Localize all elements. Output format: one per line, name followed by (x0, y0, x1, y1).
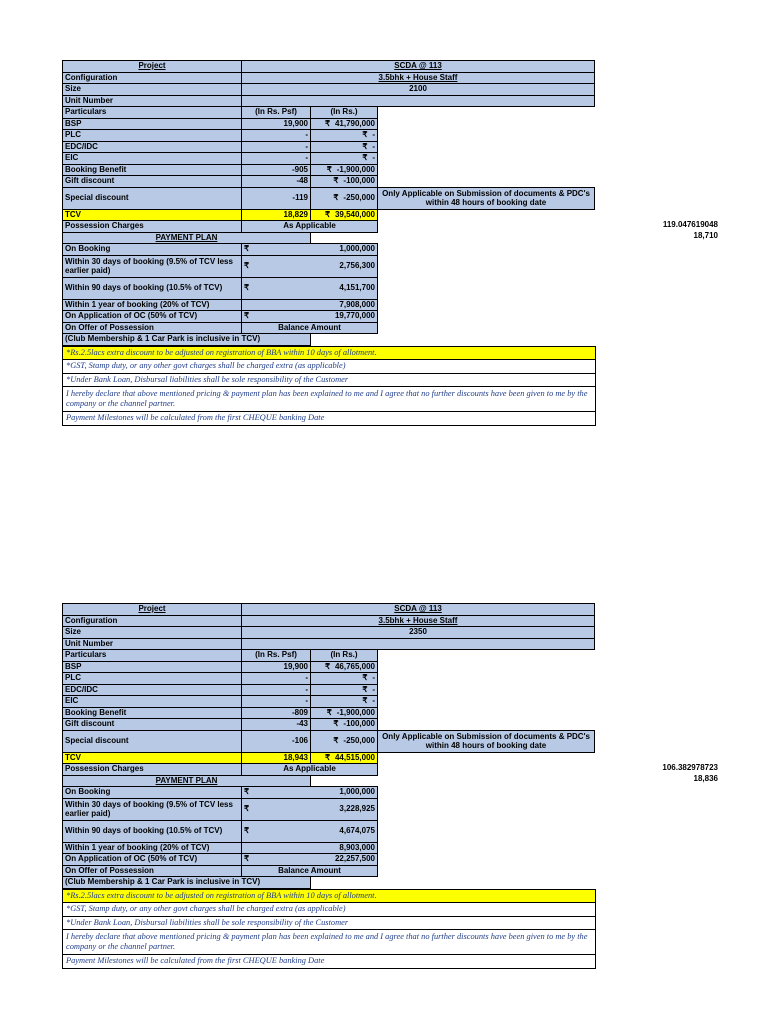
note-gst: *GST, Stamp duty, or any other govt charges shall be charged extra (as applicable) (63, 902, 595, 916)
side-figures-1 (608, 219, 718, 241)
cost-sheet-table (62, 60, 595, 346)
on-booking-label: On Booking (63, 787, 242, 799)
rupee-icon: ₹ (244, 260, 250, 270)
particulars-label: Particulars (63, 650, 242, 662)
within-30-amount: ₹ 3,228,925 (242, 798, 378, 820)
club-note: (Club Membership & 1 Car Park is inclusive in TCV) (63, 877, 311, 889)
cost-sheet (62, 603, 594, 969)
tcv-psf: 18,829 (242, 209, 311, 221)
payment-plan-heading: PAYMENT PLAN (63, 775, 311, 787)
side-figures-2 (608, 762, 718, 784)
edc-psf: - (242, 684, 311, 696)
col-psf-header: (In Rs. Psf) (242, 650, 311, 662)
bsp-rs: ₹ 46,765,000 (311, 661, 378, 673)
within-90-amount: ₹ 4,151,700 (242, 277, 378, 299)
rupee-icon: ₹ (324, 118, 331, 128)
possession-charges-label: Possession Charges (63, 764, 242, 776)
edc-label: EDC/IDC (63, 141, 242, 153)
within-90-label: Within 90 days of booking (10.5% of TCV) (63, 820, 242, 842)
bsp-rs: ₹ 41,790,000 (311, 118, 378, 130)
tcv-label: TCV (63, 752, 242, 764)
rupee-icon: ₹ (244, 244, 250, 253)
cost-sheet-table (62, 603, 595, 889)
col-rs-header: (In Rs.) (311, 650, 378, 662)
on-booking-amount: ₹ 1,000,000 (242, 244, 378, 256)
col-rs-header: (In Rs.) (311, 107, 378, 119)
project-value: SCDA @ 113 (242, 61, 595, 73)
on-oc-label: On Application of OC (50% of TCV) (63, 311, 242, 323)
edc-label: EDC/IDC (63, 684, 242, 696)
bsp-psf: 19,900 (242, 661, 311, 673)
rupee-icon: ₹ (244, 803, 250, 813)
within-1yr-amount: 7,908,000 (242, 299, 378, 311)
special-discount-label: Special discount (63, 730, 242, 752)
on-oc-amount: ₹ 19,770,000 (242, 311, 378, 323)
on-possession-label: On Offer of Possession (63, 322, 242, 334)
bsp-label: BSP (63, 118, 242, 130)
eic-rs: ₹ - (311, 696, 378, 708)
rupee-icon: ₹ (326, 707, 332, 717)
rupee-icon: ₹ (362, 696, 368, 705)
gift-discount-label: Gift discount (63, 176, 242, 188)
on-booking-amount: ₹ 1,000,000 (242, 787, 378, 799)
bsp-psf: 19,900 (242, 118, 311, 130)
note-declaration: I hereby declare that above mentioned pricing & payment plan has been explained to me and I agree that no further discounts have been given to me by the company or the channel partner. (63, 929, 595, 954)
unit-number-value (242, 638, 595, 650)
within-1yr-label: Within 1 year of booking (20% of TCV) (63, 842, 242, 854)
booking-benefit-label: Booking Benefit (63, 707, 242, 719)
within-1yr-amount: 8,903,000 (242, 842, 378, 854)
edc-rs: ₹ - (311, 684, 378, 696)
on-booking-label: On Booking (63, 244, 242, 256)
unit-number-label: Unit Number (63, 638, 242, 650)
special-discount-label: Special discount (63, 187, 242, 209)
tcv-rs: ₹ 39,540,000 (311, 209, 378, 221)
edc-rs: ₹ - (311, 141, 378, 153)
rupee-icon: ₹ (324, 752, 331, 762)
unit-number-label: Unit Number (63, 95, 242, 107)
rupee-icon: ₹ (333, 719, 339, 728)
gift-discount-psf: -43 (242, 719, 311, 731)
booking-benefit-psf: -905 (242, 164, 311, 176)
eic-psf: - (242, 696, 311, 708)
booking-benefit-psf: -809 (242, 707, 311, 719)
rupee-icon: ₹ (333, 735, 339, 745)
special-discount-psf: -119 (242, 187, 311, 209)
gift-discount-rs: ₹ -100,000 (311, 176, 378, 188)
eic-psf: - (242, 153, 311, 165)
on-possession-amount: Balance Amount (242, 865, 378, 877)
on-possession-amount: Balance Amount (242, 322, 378, 334)
rupee-icon: ₹ (244, 311, 250, 320)
booking-benefit-label: Booking Benefit (63, 164, 242, 176)
within-30-label: Within 30 days of booking (9.5% of TCV less earlier paid) (63, 798, 242, 820)
note-bba-discount: *Rs.2.5lacs extra discount to be adjusted on registration of BBA within 10 days of allotment. (63, 346, 595, 360)
rupee-icon: ₹ (362, 684, 368, 694)
rupee-icon: ₹ (362, 673, 368, 682)
payment-plan-heading: PAYMENT PLAN (63, 232, 311, 244)
project-value: SCDA @ 113 (242, 604, 595, 616)
gift-discount-psf: -48 (242, 176, 311, 188)
plc-label: PLC (63, 673, 242, 685)
within-30-label: Within 30 days of booking (9.5% of TCV less earlier paid) (63, 255, 242, 277)
rupee-icon: ₹ (362, 130, 368, 139)
within-90-amount: ₹ 4,674,075 (242, 820, 378, 842)
on-oc-amount: ₹ 22,257,500 (242, 854, 378, 866)
edc-psf: - (242, 141, 311, 153)
plc-label: PLC (63, 130, 242, 142)
possession-charges-label: Possession Charges (63, 221, 242, 233)
possession-charges-value: As Applicable (242, 764, 378, 776)
tcv-psf: 18,943 (242, 752, 311, 764)
gift-discount-rs: ₹ -100,000 (311, 719, 378, 731)
particulars-label: Particulars (63, 107, 242, 119)
bsp-label: BSP (63, 661, 242, 673)
configuration-value: 3.5bhk + House Staff (242, 615, 595, 627)
notes-block (62, 346, 596, 426)
booking-benefit-rs: ₹ -1,900,000 (311, 164, 378, 176)
side-psf-value: 18,836 (693, 774, 718, 783)
eic-rs: ₹ - (311, 153, 378, 165)
within-1yr-label: Within 1 year of booking (20% of TCV) (63, 299, 242, 311)
unit-number-value (242, 95, 595, 107)
size-value: 2100 (242, 84, 595, 96)
note-declaration: I hereby declare that above mentioned pricing & payment plan has been explained to me and I agree that no further discounts have been given to me by the company or the channel partner. (63, 386, 595, 411)
tcv-label: TCV (63, 209, 242, 221)
note-bank-loan: *Under Bank Loan, Disbursal liabilities shall be sole responsibility of the Customer (63, 916, 595, 930)
plc-rs: ₹ - (311, 130, 378, 142)
on-possession-label: On Offer of Possession (63, 865, 242, 877)
note-payment-milestones: Payment Milestones will be calculated from the first CHEQUE banking Date (63, 411, 595, 425)
side-ratio-value: 106.382978723 (662, 763, 718, 772)
project-label: Project (63, 61, 242, 73)
possession-charges-value: As Applicable (242, 221, 378, 233)
side-psf-value: 18,710 (693, 231, 718, 240)
note-payment-milestones: Payment Milestones will be calculated from the first CHEQUE banking Date (63, 954, 595, 968)
special-discount-rs: ₹ -250,000 (311, 187, 378, 209)
rupee-icon: ₹ (333, 176, 339, 185)
on-oc-label: On Application of OC (50% of TCV) (63, 854, 242, 866)
configuration-value: 3.5bhk + House Staff (242, 72, 595, 84)
note-gst: *GST, Stamp duty, or any other govt charges shall be charged extra (as applicable) (63, 359, 595, 373)
rupee-icon: ₹ (244, 825, 250, 835)
size-value: 2350 (242, 627, 595, 639)
tcv-rs: ₹ 44,515,000 (311, 752, 378, 764)
rupee-icon: ₹ (324, 209, 331, 219)
eic-label: EIC (63, 696, 242, 708)
within-30-amount: ₹ 2,756,300 (242, 255, 378, 277)
size-label: Size (63, 84, 242, 96)
col-psf-header: (In Rs. Psf) (242, 107, 311, 119)
within-90-label: Within 90 days of booking (10.5% of TCV) (63, 277, 242, 299)
plc-rs: ₹ - (311, 673, 378, 685)
special-discount-rs: ₹ -250,000 (311, 730, 378, 752)
special-discount-note: Only Applicable on Submission of documents & PDC's within 48 hours of booking date (378, 187, 595, 209)
configuration-label: Configuration (63, 72, 242, 84)
rupee-icon: ₹ (244, 282, 250, 292)
rupee-icon: ₹ (324, 661, 331, 671)
notes-block (62, 889, 596, 969)
booking-benefit-rs: ₹ -1,900,000 (311, 707, 378, 719)
rupee-icon: ₹ (333, 192, 339, 202)
note-bank-loan: *Under Bank Loan, Disbursal liabilities shall be sole responsibility of the Customer (63, 373, 595, 387)
special-discount-psf: -106 (242, 730, 311, 752)
rupee-icon: ₹ (362, 141, 368, 151)
plc-psf: - (242, 673, 311, 685)
plc-psf: - (242, 130, 311, 142)
project-label: Project (63, 604, 242, 616)
cost-sheet (62, 60, 594, 426)
rupee-icon: ₹ (326, 164, 332, 174)
configuration-label: Configuration (63, 615, 242, 627)
rupee-icon: ₹ (244, 787, 250, 796)
gift-discount-label: Gift discount (63, 719, 242, 731)
size-label: Size (63, 627, 242, 639)
note-bba-discount: *Rs.2.5lacs extra discount to be adjusted on registration of BBA within 10 days of allotment. (63, 889, 595, 903)
rupee-icon: ₹ (244, 854, 250, 863)
eic-label: EIC (63, 153, 242, 165)
rupee-icon: ₹ (362, 153, 368, 162)
special-discount-note: Only Applicable on Submission of documents & PDC's within 48 hours of booking date (378, 730, 595, 752)
side-ratio-value: 119.047619048 (662, 220, 718, 229)
club-note: (Club Membership & 1 Car Park is inclusive in TCV) (63, 334, 311, 346)
